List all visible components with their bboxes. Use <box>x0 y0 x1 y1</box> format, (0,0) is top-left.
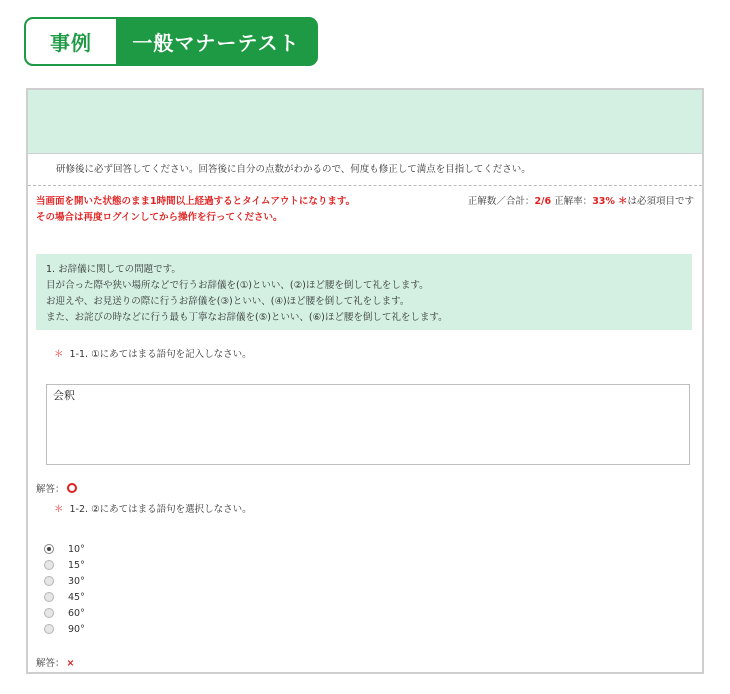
radio-button[interactable] <box>44 608 54 618</box>
test-form-frame <box>26 88 704 674</box>
radio-option-label: 60° <box>68 607 85 619</box>
question-1-2-text: 1-2. ②にあてはまる語句を選択しなさい。 <box>69 504 252 515</box>
radio-option-label: 45° <box>68 591 85 603</box>
required-mark: ＊ <box>54 349 64 360</box>
correct-count-value: 2/6 <box>534 196 552 207</box>
question-line: お迎えや、お見送りの際に行うお辞儀を(③)といい、(④)ほど腰を倒して礼をします。 <box>46 296 410 307</box>
correct-count-label: 正解数／合計： <box>467 196 535 207</box>
page-title: 一般マナーテスト <box>132 31 300 55</box>
correct-rate-value: 33% <box>592 196 615 207</box>
radio-button[interactable] <box>44 624 54 634</box>
result-label: 解答： <box>36 658 65 669</box>
required-note: は必須項目です <box>627 196 694 207</box>
radio-option-label: 15° <box>68 559 85 571</box>
timeout-notice-line2: その場合は再度ログインしてから操作を行ってください。 <box>36 212 283 223</box>
radio-option-label: 10° <box>68 543 85 555</box>
radio-option-label: 30° <box>68 575 85 587</box>
result-label: 解答： <box>36 484 65 495</box>
case-tag: 事例 <box>26 19 116 64</box>
correct-rate-label: 正解率： <box>554 196 593 207</box>
radio-option-10[interactable] <box>44 541 702 557</box>
notice-row <box>28 194 702 234</box>
radio-option-90[interactable] <box>44 621 702 637</box>
intro-text: 研修後に必ず回答してください。回答後に自分の点数がわかるので、何度も修正して満点を目指してください。 <box>28 154 702 186</box>
angle-radio-group <box>28 541 702 637</box>
question-box <box>36 254 692 330</box>
radio-button[interactable] <box>44 592 54 602</box>
incorrect-x-icon: × <box>66 658 75 669</box>
radio-button-selected[interactable] <box>44 544 54 554</box>
answer-1-2-result <box>28 657 702 671</box>
radio-option-45[interactable] <box>44 589 702 605</box>
question-line: また、お詫びの時などに行う最も丁寧なお辞儀を(⑤)といい、(⑥)ほど腰を倒して礼をします。 <box>46 312 448 323</box>
question-1-1-text: 1-1. ①にあてはまる語句を記入しなさい。 <box>69 349 252 360</box>
correct-circle-icon <box>67 483 77 493</box>
timeout-notice-line1: 当画面を開いた状態のまま1時間以上経過するとタイムアウトになります。 <box>36 196 356 207</box>
question-title: 1. お辞儀に関しての問題です。 <box>46 264 181 275</box>
required-mark: ＊ <box>617 196 628 207</box>
question-1-1-label <box>28 348 702 362</box>
required-mark: ＊ <box>54 504 64 515</box>
radio-option-label: 90° <box>68 623 85 635</box>
radio-option-15[interactable] <box>44 557 702 573</box>
radio-button[interactable] <box>44 576 54 586</box>
answer-1-1-textarea[interactable]: 会釈 <box>46 384 690 465</box>
answer-1-1-result <box>28 483 702 497</box>
question-1-2-label <box>28 503 702 517</box>
page-header-badge <box>24 17 318 66</box>
score-summary <box>468 194 694 210</box>
radio-option-60[interactable] <box>44 605 702 621</box>
form-header-band <box>28 90 702 154</box>
timeout-notice <box>36 194 355 226</box>
radio-option-30[interactable] <box>44 573 702 589</box>
radio-button[interactable] <box>44 560 54 570</box>
question-line: 目が合った際や狭い場所などで行うお辞儀を(①)といい、(②)ほど腰を倒して礼をします。 <box>46 280 429 291</box>
